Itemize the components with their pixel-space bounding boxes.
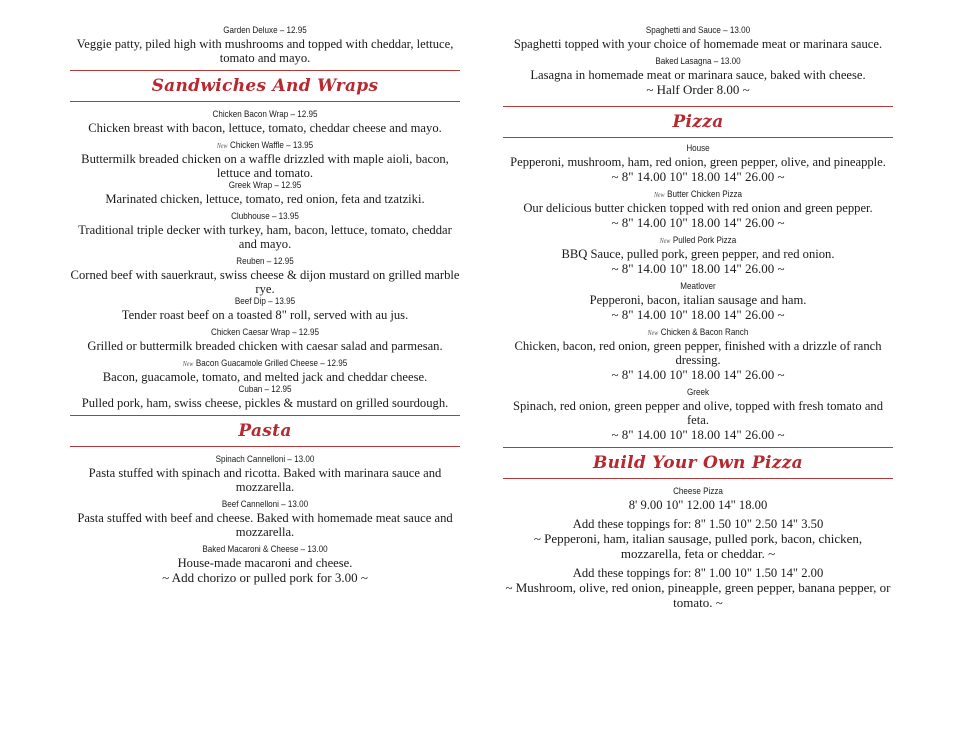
- section-header-pasta: [70, 415, 460, 447]
- item-description: Chicken, bacon, red onion, green pepper, finished with a drizzle of ranch dressing.: [514, 339, 882, 367]
- section-title: Pizza: [672, 112, 724, 132]
- item-description: Spinach, red onion, green pepper and olive, topped with fresh tomato and feta.: [512, 399, 883, 427]
- item-description: Marinated chicken, lettuce, tomato, red onion, feta and tzatziki.: [105, 192, 425, 206]
- new-badge: New: [659, 237, 671, 245]
- menu-item: [70, 544, 460, 585]
- item-name: Baked Lasagna – 13.00: [655, 56, 741, 67]
- item-description: Pulled pork, ham, swiss cheese, pickles & mustard on grilled sourdough.: [81, 396, 449, 410]
- item-description: Pasta stuffed with beef and cheese. Baked with homemade meat sauce and mozzarella.: [77, 511, 453, 539]
- item-description: Veggie patty, piled high with mushrooms and topped with cheddar, lettuce, tomato and mayo.: [76, 37, 454, 65]
- item-price: ~ 8" 14.00 10" 18.00 14" 26.00 ~: [611, 215, 785, 230]
- item-description: Corned beef with sauerkraut, swiss cheese & dijon mustard on grilled marble rye.: [70, 268, 460, 296]
- item-name: Beef Dip – 13.95: [234, 296, 296, 307]
- menu-item: [70, 109, 460, 135]
- menu-item: [503, 25, 893, 51]
- item-name: Pulled Pork Pizza: [672, 235, 737, 246]
- toppings-price: Add these toppings for: 8" 1.00 10" 1.50 14" 2.00: [572, 566, 824, 580]
- item-base-price: 8' 9.00 10" 12.00 14" 18.00: [628, 498, 768, 512]
- new-badge: New: [647, 329, 659, 337]
- item-name: House: [686, 143, 710, 154]
- item-price: ~ 8" 14.00 10" 18.00 14" 26.00 ~: [611, 427, 785, 442]
- section-header-sandwiches: [70, 70, 460, 102]
- item-description: Traditional triple decker with turkey, ham, bacon, lettuce, tomato, cheddar and mayo.: [78, 223, 452, 251]
- menu-item: [70, 256, 460, 296]
- menu-item: [70, 384, 460, 410]
- item-description: Grilled or buttermilk breaded chicken with caesar salad and parmesan.: [87, 339, 443, 353]
- item-description: Pepperoni, mushroom, ham, red onion, green pepper, olive, and pineapple.: [510, 155, 886, 169]
- menu-item: [503, 387, 893, 442]
- menu-item: [503, 143, 893, 184]
- item-price: ~ 8" 14.00 10" 18.00 14" 26.00 ~: [611, 307, 785, 322]
- menu-item: [70, 499, 460, 539]
- new-badge: New: [216, 142, 228, 150]
- right-column: [503, 0, 893, 610]
- item-name: Chicken Caesar Wrap – 12.95: [210, 327, 320, 338]
- item-description: Lasagna in homemade meat or marinara sauce, baked with cheese.: [530, 68, 866, 82]
- menu-item: [70, 296, 460, 322]
- item-price: ~ 8" 14.00 10" 18.00 14" 26.00 ~: [611, 367, 785, 382]
- item-name: Chicken & Bacon Ranch: [660, 327, 749, 338]
- item-name: Cuban – 12.95: [238, 384, 292, 395]
- item-name: Spinach Cannelloni – 13.00: [215, 454, 315, 465]
- item-name: Meatlover: [680, 281, 716, 292]
- menu-item: [503, 189, 893, 230]
- menu-item: [70, 25, 460, 65]
- section-header-build-your-own: [503, 447, 893, 479]
- item-name: Spaghetti and Sauce – 13.00: [645, 25, 751, 36]
- item-description: Spaghetti topped with your choice of homemade meat or marinara sauce.: [513, 37, 883, 51]
- item-name: Cheese Pizza: [673, 486, 723, 497]
- item-name: Chicken Bacon Wrap – 12.95: [212, 109, 318, 120]
- toppings-list: ~ Pepperoni, ham, italian sausage, pulled pork, bacon, chicken, mozzarella, feta or cheddar. ~: [533, 531, 863, 561]
- toppings-list: ~ Mushroom, olive, red onion, pineapple, green pepper, banana pepper, or tomato. ~: [505, 580, 891, 610]
- menu-item: [70, 211, 460, 251]
- item-description: Bacon, guacamole, tomato, and melted jack and cheddar cheese.: [102, 370, 428, 384]
- toppings-tier: [503, 517, 893, 561]
- item-description: Pasta stuffed with spinach and ricotta. Baked with marinara sauce and mozzarella.: [88, 466, 442, 494]
- item-description: BBQ Sauce, pulled pork, green pepper, and red onion.: [561, 247, 835, 261]
- new-badge: New: [182, 360, 194, 368]
- menu-item: [503, 281, 893, 322]
- item-name: Chicken Waffle – 13.95: [230, 140, 314, 151]
- menu-item: [70, 180, 460, 206]
- item-name: Baked Macaroni & Cheese – 13.00: [202, 544, 328, 555]
- item-name: Butter Chicken Pizza: [667, 189, 743, 200]
- item-extra: ~ Half Order 8.00 ~: [646, 82, 750, 97]
- menu-item: [70, 358, 460, 384]
- section-title: Pasta: [238, 421, 292, 441]
- item-name: Clubhouse – 13.95: [231, 211, 299, 222]
- section-title: Sandwiches And Wraps: [151, 76, 379, 96]
- menu-item: [503, 486, 893, 512]
- toppings-price: Add these toppings for: 8" 1.50 10" 2.50 14" 3.50: [572, 517, 824, 531]
- item-description: House-made macaroni and cheese.: [177, 556, 353, 570]
- menu-item: [503, 327, 893, 382]
- left-column: [70, 0, 460, 585]
- item-name: Reuben – 12.95: [236, 256, 294, 267]
- section-header-pizza: [503, 106, 893, 138]
- item-name: Greek: [687, 387, 709, 398]
- item-description: Buttermilk breaded chicken on a waffle drizzled with maple aioli, bacon, lettuce and tomato.: [81, 152, 449, 180]
- item-name: Greek Wrap – 12.95: [228, 180, 302, 191]
- item-description: Pepperoni, bacon, italian sausage and ham.: [589, 293, 807, 307]
- item-description: Chicken breast with bacon, lettuce, tomato, cheddar cheese and mayo.: [88, 121, 442, 135]
- item-name: Beef Cannelloni – 13.00: [221, 499, 309, 510]
- item-price: ~ 8" 14.00 10" 18.00 14" 26.00 ~: [611, 261, 785, 276]
- item-extra: ~ Add chorizo or pulled pork for 3.00 ~: [162, 570, 368, 585]
- menu-item: [503, 235, 893, 276]
- menu-item: [503, 56, 893, 97]
- toppings-tier: [503, 566, 893, 610]
- item-description: Tender roast beef on a toasted 8" roll, served with au jus.: [121, 308, 409, 322]
- item-description: Our delicious butter chicken topped with red onion and green pepper.: [523, 201, 873, 215]
- menu-item: [70, 327, 460, 353]
- item-name: Garden Deluxe – 12.95: [223, 25, 307, 36]
- item-name: Bacon Guacamole Grilled Cheese – 12.95: [195, 358, 348, 369]
- menu-item: [70, 454, 460, 494]
- new-badge: New: [653, 191, 665, 199]
- item-price: ~ 8" 14.00 10" 18.00 14" 26.00 ~: [611, 169, 785, 184]
- menu-item: [70, 140, 460, 180]
- section-title: Build Your Own Pizza: [593, 453, 803, 473]
